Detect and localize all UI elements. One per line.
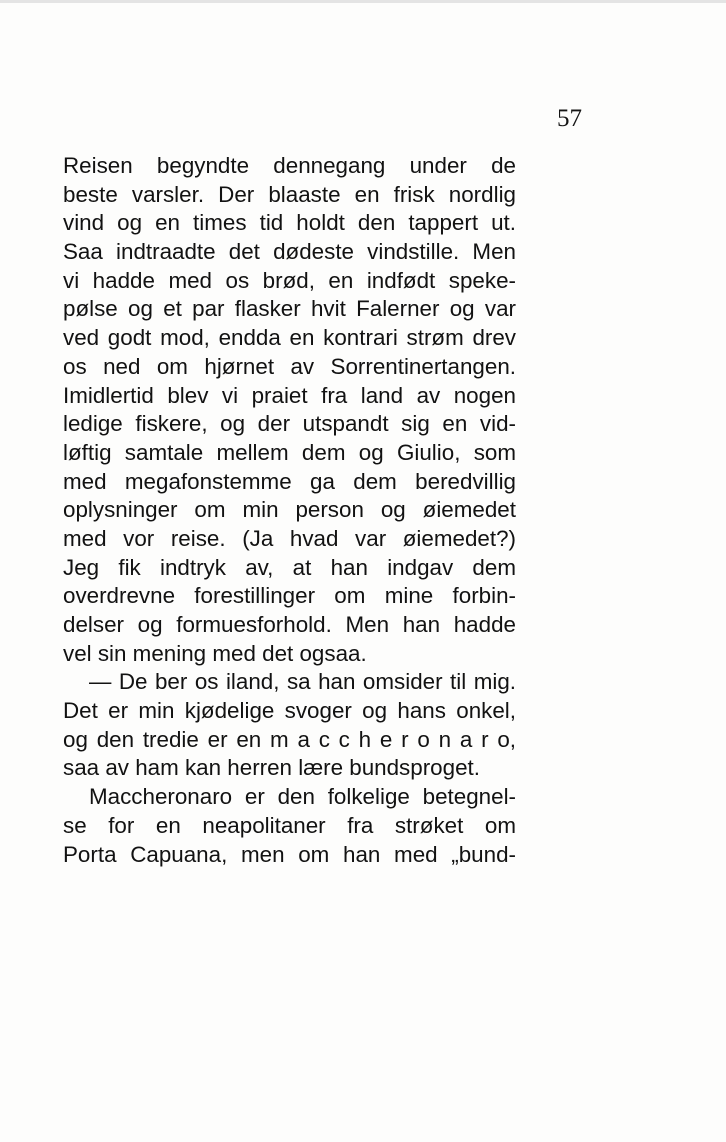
text-line: delser og formuesforhold. Men han hadde [63, 612, 516, 637]
text-line: oplysninger om min person og øiemedet [63, 497, 516, 523]
text-line: løftig samtale mellem dem og Giulio, som [63, 439, 516, 465]
body-text [63, 152, 516, 869]
text-line: Jeg fik indtryk av, at han indgav dem [63, 554, 516, 580]
text-line: saa av ham kan herren lære bundsproget. [63, 755, 480, 781]
text-line: pølse og et par flasker hvit Falerner og var [63, 296, 516, 322]
text-line: Det er min kjødelige svoger og hans onkel, [63, 698, 516, 724]
page-number: 57 [557, 105, 582, 132]
text-line: ved godt mod, endda en kontrari strøm drev [63, 325, 516, 351]
text-line: med vor reise. (Ja hvad var øiemedet?) [63, 525, 516, 551]
text-line: se for en neapolitaner fra strøket om [63, 812, 516, 838]
text-line: og den tredie er en m a c c h e r o n a r o, [63, 726, 516, 752]
text-line: Porta Capuana, men om han med „bund- [63, 841, 516, 867]
text-line: os ned om hjørnet av Sorrentinertangen. [63, 353, 516, 379]
text-line: vi hadde med os brød, en indfødt speke- [63, 267, 516, 293]
text-line: ledige fiskere, og der utspandt sig en vid- [63, 411, 516, 437]
text-line: overdrevne forestillinger om mine forbin- [63, 583, 516, 609]
text-line: Imidlertid blev vi praiet fra land av nogen [63, 382, 516, 408]
text-line: vel sin mening med det ogsaa. [63, 640, 367, 666]
text-line: — De ber os iland, sa han omsider til mig. [89, 669, 516, 695]
text-line: Saa indtraadte det dødeste vindstille. Men [63, 239, 516, 265]
text-line: med megafonstemme ga dem beredvillig [63, 468, 516, 494]
text-line: Reisen begyndte dennegang under de [63, 153, 516, 178]
text-line: Maccheronaro er den folkelige betegnel- [89, 784, 516, 810]
text-line: vind og en times tid holdt den tappert ut. [63, 210, 516, 236]
page-top-edge [0, 0, 726, 3]
text-line: beste varsler. Der blaaste en frisk nordlig [63, 181, 516, 207]
